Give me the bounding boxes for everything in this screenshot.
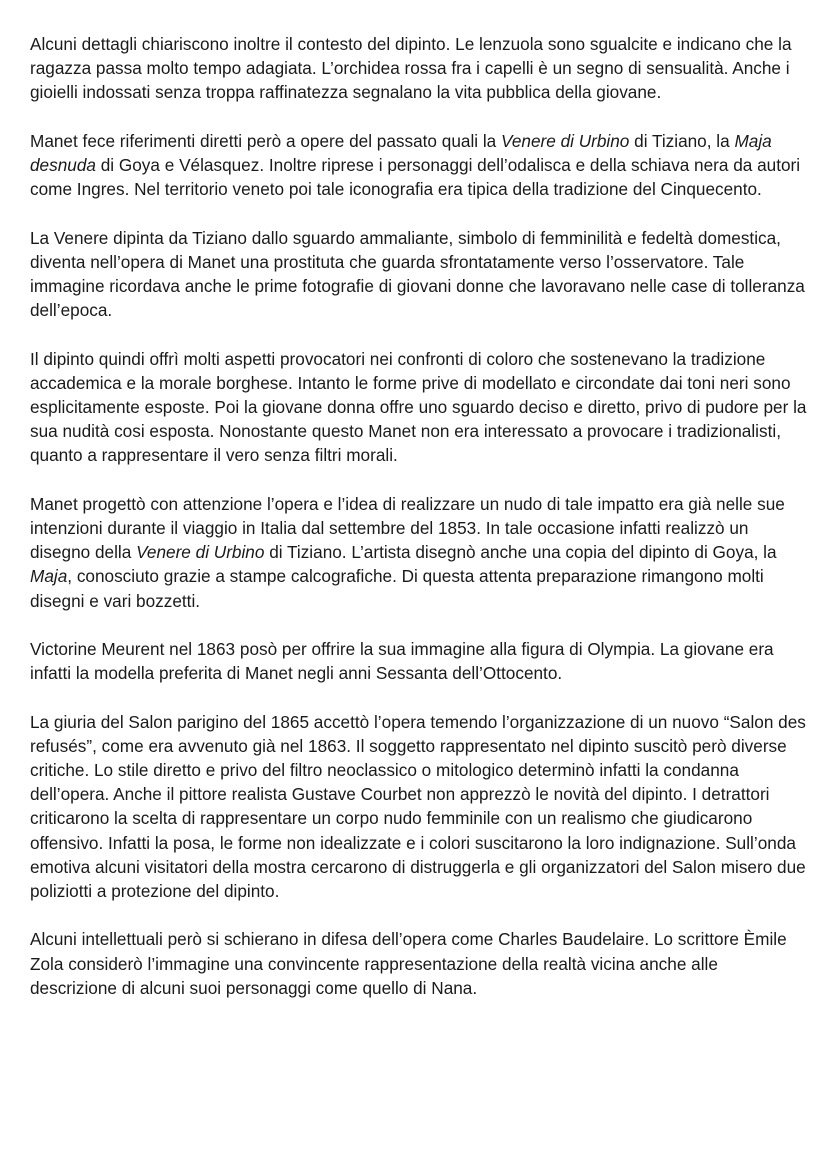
paragraph-provocation	[30, 347, 808, 468]
text-segment: Il dipinto quindi offrì molti aspetti provocatori nei confronti di coloro che sostenevano la tradizione accademica e la morale borghese. Intanto le forme prive di modellato e circondate dai toni neri sono esplicitamente esposte. Poi la giovane donna offre uno sguardo deciso e diretto, privo di pudore per la sua nudità cosi esposta. Nonostante questo Manet non era interessato a provocare i tradizionalisti, quanto a rappresentare il vero senza filtri morali.	[30, 348, 807, 466]
document-page	[30, 32, 808, 1024]
paragraph-salon	[30, 710, 808, 904]
paragraph-intellectuals	[30, 927, 808, 1000]
text-segment: Manet progettò con attenzione l’opera e l’idea di realizzare un nudo di tale impatto era già nelle sue intenzioni durante il viaggio in Italia dal settembre del 1853. In tale occasione infatti realizzò un disegno della	[30, 493, 785, 563]
text-segment: Alcuni intellettuali però si schierano in difesa dell’opera come Charles Baudelaire. Lo scrittore Èmile Zola considerò l’immagine una convincente rappresentazione della realtà vicina anche alle descrizione di alcuni suoi personaggi come quello di Nana.	[30, 929, 787, 998]
paragraph-venus	[30, 226, 808, 323]
paragraph-details	[30, 32, 808, 105]
text-segment: Manet fece riferimenti diretti però a opere del passato quali la	[30, 130, 502, 151]
paragraph-model	[30, 637, 808, 685]
paragraph-preparation	[30, 492, 808, 613]
text-segment: di Tiziano. L’artista disegnò anche una copia del dipinto di Goya, la	[264, 542, 777, 563]
paragraph-references	[30, 129, 808, 202]
text-segment: , conosciuto grazie a stampe calcografiche. Di questa attenta preparazione rimangono molti disegni e vari bozzetti.	[30, 566, 764, 611]
artwork-title: Maja	[30, 566, 68, 587]
artwork-title: Maja desnuda	[30, 130, 772, 175]
text-segment: Victorine Meurent nel 1863 posò per offrire la sua immagine alla figura di Olympia. La giovane era infatti la modella preferita di Manet negli anni Sessanta dell’Ottocento.	[30, 639, 774, 684]
text-segment: La Venere dipinta da Tiziano dallo sguardo ammaliante, simbolo di femminilità e fedeltà domestica, diventa nell’opera di Manet una prostituta che guarda sfrontatamente verso l’osservatore. Tale immagine ricordava anche le prime fotografie di giovani donne che lavoravano nelle case di tolleranza dell’epoca.	[30, 227, 805, 321]
artwork-title: Venere di Urbino	[136, 542, 265, 563]
artwork-title: Venere di Urbino	[501, 130, 630, 151]
text-segment: di Goya e Vélasquez. Inoltre riprese i personaggi dell’odalisca e della schiava nera da autori come Ingres. Nel territorio veneto poi tale iconografia era tipica della tradizione del Cinquecento.	[30, 155, 801, 200]
text-segment: La giuria del Salon parigino del 1865 accettò l’opera temendo l’organizzazione di un nuovo “Salon des refusés”, come era avvenuto già nel 1863. Il soggetto rappresentato nel dipinto suscitò però diverse critiche. Lo stile diretto e privo del filtro neoclassico o mitologico determinò infatti la condanna dell’opera. Anche il pittore realista Gustave Courbet non apprezzò le novità del dipinto. I detrattori criticarono la scelta di rappresentare un corpo nudo femminile con un realismo che giudicarono offensivo. Infatti la posa, le forme non idealizzate e i colori suscitarono la loro indignazione. Sull’onda emotiva alcuni visitatori della mostra cercarono di distruggerla e gli organizzatori del Salon misero due poliziotti a protezione del dipinto.	[30, 711, 806, 902]
text-segment: di Tiziano, la	[629, 130, 735, 151]
text-segment: Alcuni dettagli chiariscono inoltre il contesto del dipinto. Le lenzuola sono sgualcite e indicano che la ragazza passa molto tempo adagiata. L’orchidea rossa fra i capelli è un segno di sensualità. Anche i gioielli indossati senza troppa raffinatezza segnalano la vita pubblica della giovane.	[30, 34, 792, 103]
